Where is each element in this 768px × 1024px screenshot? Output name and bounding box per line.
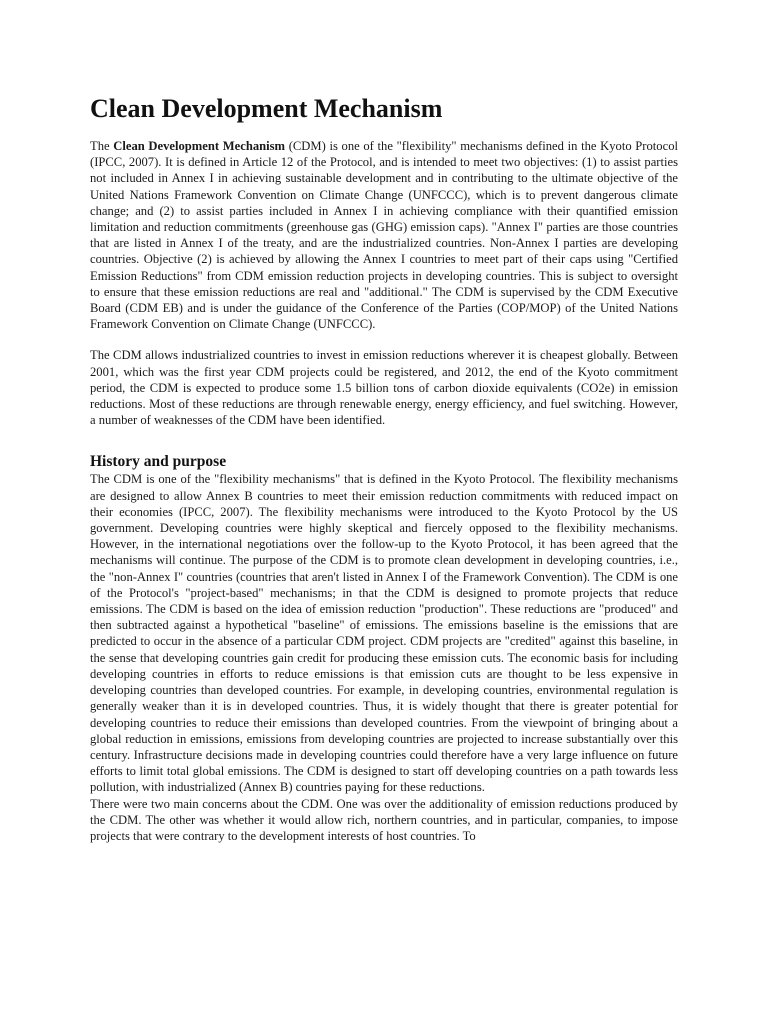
- paragraph-cdm-overview: The CDM allows industrialized countries to invest in emission reductions wherever it is cheapest globally. Between 2001, which was the first year CDM projects could be registered, and 2012, the end of the Kyoto commitment period, the CDM is expected to produce some 1.5 billion tons of carbon dioxide equivalents (CO2e) in emission reductions. Most of these reductions are through renewable energy, energy efficiency, and fuel switching. However, a number of weaknesses of the CDM have been identified.: [90, 348, 678, 428]
- intro-prefix: The: [90, 139, 114, 153]
- paragraph-concerns: There were two main concerns about the CDM. One was over the additionality of emission reductions produced by the CDM. The other was whether it would allow rich, northern countries, and in particular, companies, to impose projects that were contrary to the development interests of host countries. To: [90, 796, 678, 843]
- intro-rest: (CDM) is one of the "flexibility" mechanisms defined in the Kyoto Protocol (IPCC, 2007). It is defined in Article 12 of the Protocol, and is intended to meet two objectives: (1) to assist parties not included in Annex I in achieving sustainable development and in contributing to the ultimate objective of the United Nations Framework Convention on Climate Change (UNFCCC), which is to prevent dangerous climate change; and (2) to assist parties included in Annex I in achieving compliance with their quantified emission limitation and reduction commitments (greenhouse gas (GHG) emission caps). "Annex I" parties are those countries that are listed in Annex I of the treaty, and are the industrialized countries. Non-Annex I parties are developing countries. Objective (2) is achieved by allowing the Annex I countries to meet part of their caps using "Certified Emission Reductions" from CDM emission reduction projects in developing countries. This is subject to oversight to ensure that these emission reductions are real and "additional." The CDM is supervised by the CDM Executive Board (CDM EB) and is under the guidance of the Conference of the Parties (COP/MOP) of the United Nations Framework Convention on Climate Change (UNFCCC).: [90, 139, 678, 332]
- section-heading-history: History and purpose: [90, 453, 227, 471]
- page-title: Clean Development Mechanism: [90, 94, 443, 123]
- document-page: [90, 0, 678, 1024]
- intro-bold-term: Clean Development Mechanism: [113, 139, 286, 153]
- paragraph-history: The CDM is one of the "flexibility mechanisms" that is defined in the Kyoto Protocol. The flexibility mechanisms are designed to allow Annex B countries to meet their emission reduction commitments with reduced impact on their economies (IPCC, 2007). The flexibility mechanisms were introduced to the Kyoto Protocol by the US government. Developing countries were highly skeptical and fiercely opposed to the flexibility mechanisms. However, in the international negotiations over the follow-up to the Kyoto Protocol, it has been agreed that the mechanisms will continue. The purpose of the CDM is to promote clean development in developing countries, i.e., the "non-Annex I" countries (countries that aren't listed in Annex I of the Framework Convention). The CDM is one of the Protocol's "project-based" mechanisms; in that the CDM is designed to promote projects that reduce emissions. The CDM is based on the idea of emission reduction "production". These reductions are "produced" and then subtracted against a hypothetical "baseline" of emissions. The emissions baseline is the emissions that are predicted to occur in the absence of a particular CDM project. CDM projects are "credited" against this baseline, in the sense that developing countries gain credit for producing these emission cuts. The economic basis for including developing countries in efforts to reduce emissions is that emission cuts are thought to be less expensive in developing countries than developed countries. For example, in developing countries, environmental regulation is generally weaker than it is in developed countries. Thus, it is widely thought that there is greater potential for developing countries to reduce their emissions than developed countries. From the viewpoint of bringing about a global reduction in emissions, emissions from developing countries are projected to increase substantially over this century. Infrastructure decisions made in developing countries could therefore have a very large influence on future efforts to limit total global emissions. The CDM is designed to start off developing countries on a path towards less pollution, with industrialized (Annex B) countries paying for these reductions.: [90, 472, 678, 795]
- intro-paragraph: [90, 138, 678, 332]
